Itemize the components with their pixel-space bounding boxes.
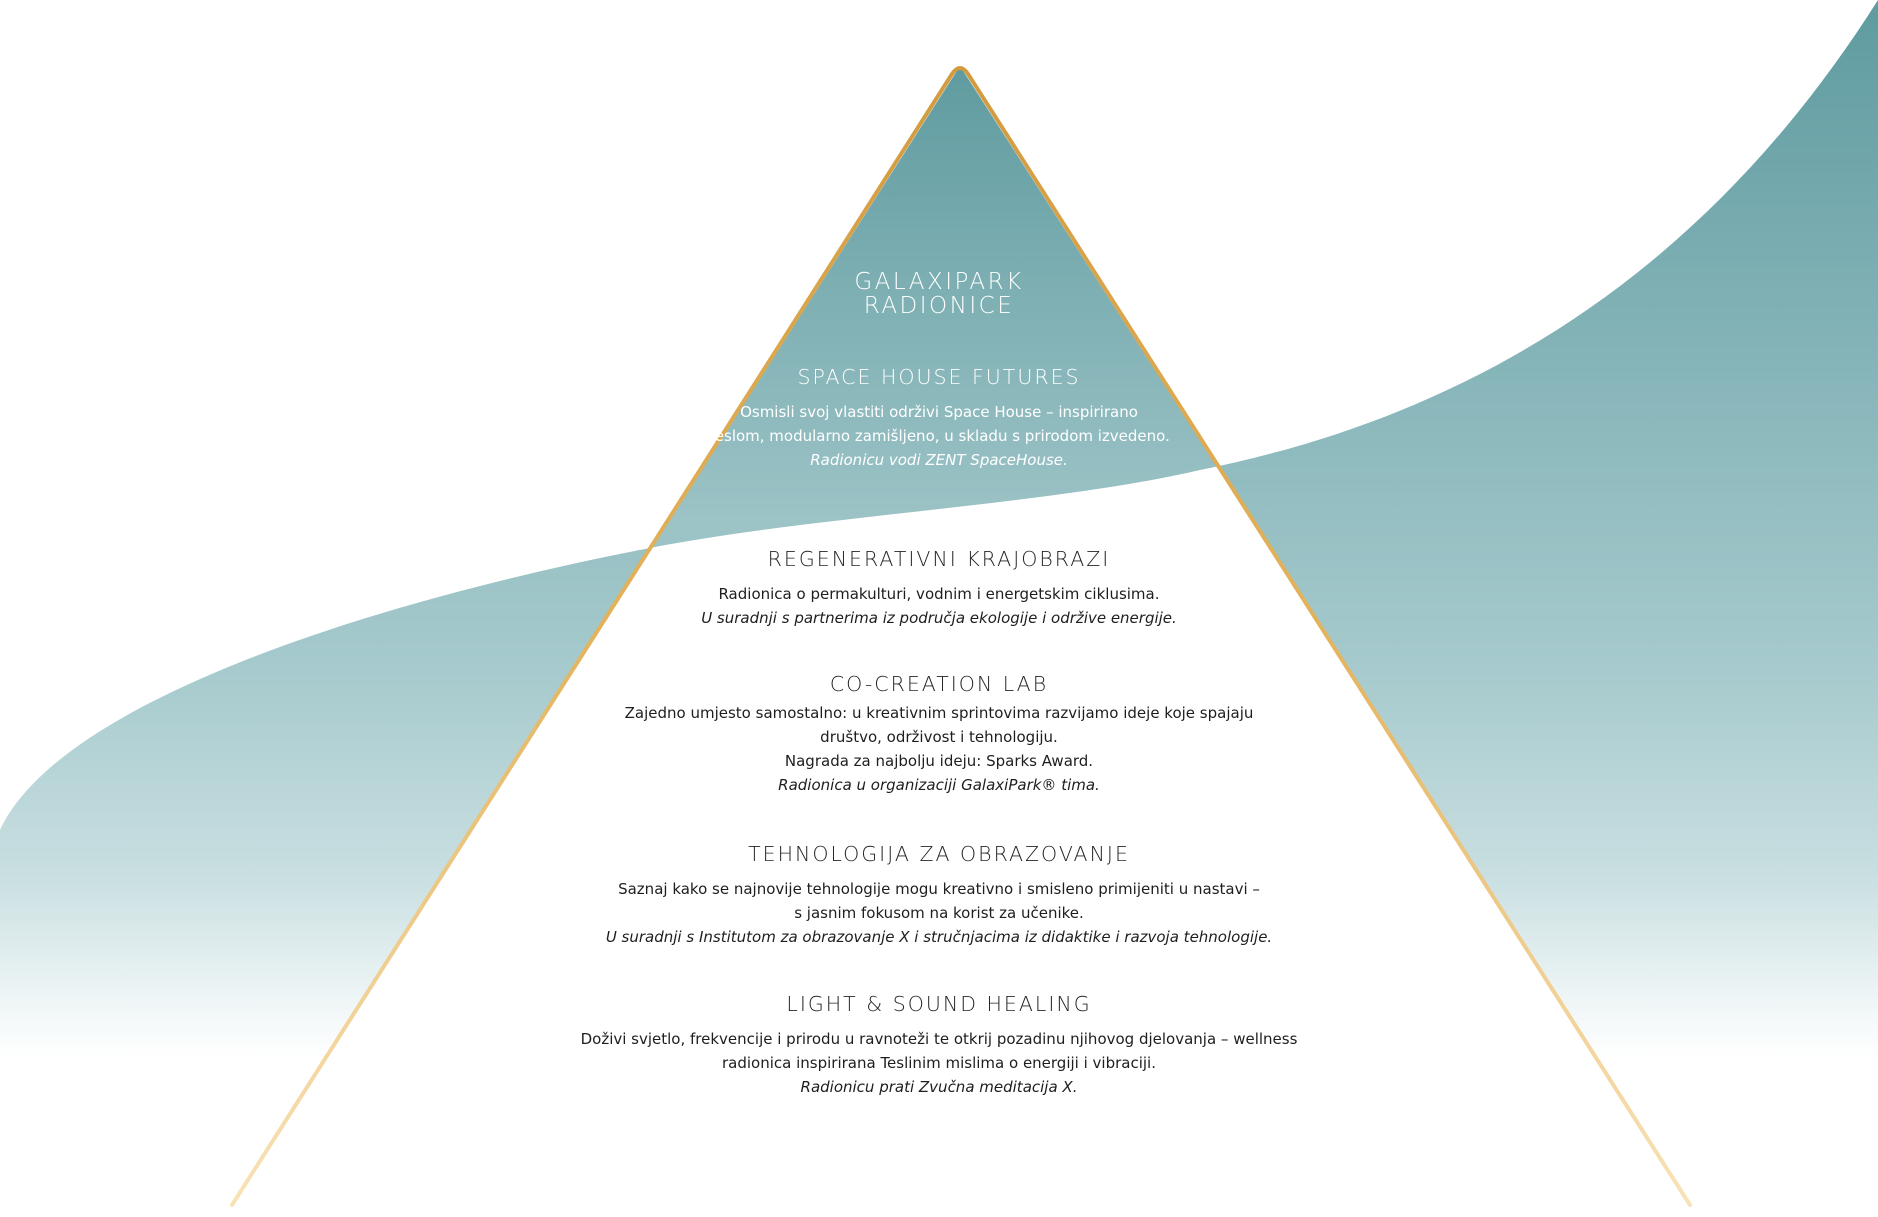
workshop-text: Saznaj kako se najnovije tehnologije mogu kreativno i smisleno primijeniti u nastavi – <box>618 879 1260 898</box>
workshop-text: društvo, održivost i tehnologiju. <box>820 727 1058 746</box>
workshop-text: Nagrada za najbolju ideju: Sparks Award. <box>784 751 1094 770</box>
workshop-credit: U suradnji s partnerima iz područja ekologije i održive energije. <box>701 608 1177 627</box>
workshop-title: SPACE HOUSE FUTURES <box>797 365 1081 389</box>
workshop-title: TEHNOLOGIJA ZA OBRAZOVANJE <box>748 842 1130 866</box>
workshop-regenerativni <box>701 548 1177 630</box>
workshop-title: LIGHT & SOUND HEALING <box>786 992 1092 1016</box>
workshop-text: Zajedno umjesto samostalno: u kreativnim sprintovima razvijamo ideje koje spajaju <box>624 703 1254 722</box>
workshop-credit: Radionicu prati Zvučna meditacija X. <box>800 1077 1078 1096</box>
workshop-tehnologija <box>606 843 1272 949</box>
workshop-text: s jasnim fokusom na korist za učenike. <box>794 903 1084 922</box>
main-title-line2: RADIONICE <box>863 293 1015 319</box>
workshop-co-creation <box>625 673 1254 797</box>
workshop-credit: Radionica u organizaciji GalaxiPark® tima. <box>778 775 1100 794</box>
workshop-light-sound <box>581 993 1298 1099</box>
main-title-block <box>854 270 1023 318</box>
workshop-credit: Radionicu vodi ZENT SpaceHouse. <box>810 450 1068 469</box>
workshop-text: Doživi svjetlo, frekvencije i prirodu u ravnoteži te otkrij pozadinu njihovog djelovanja – wellness <box>580 1029 1298 1048</box>
workshop-title: CO-CREATION LAB <box>829 672 1049 696</box>
workshop-text: Osmisli svoj vlastiti održivi Space House – inspirirano <box>740 402 1138 421</box>
main-title-line1: GALAXIPARK <box>854 269 1024 295</box>
workshop-credit: U suradnji s Institutom za obrazovanje X i stručnjacima iz didaktike i razvoja tehnologije. <box>605 927 1273 946</box>
workshop-text: Teslom, modularno zamišljeno, u skladu s prirodom izvedeno. <box>708 426 1170 445</box>
workshop-space-house <box>708 366 1170 472</box>
workshop-text: Radionica o permakulturi, vodnim i energetskim ciklusima. <box>718 584 1160 603</box>
workshop-text: radionica inspirirana Teslinim mislima o energiji i vibraciji. <box>722 1053 1156 1072</box>
workshop-title: REGENERATIVNI KRAJOBRAZI <box>767 547 1111 571</box>
